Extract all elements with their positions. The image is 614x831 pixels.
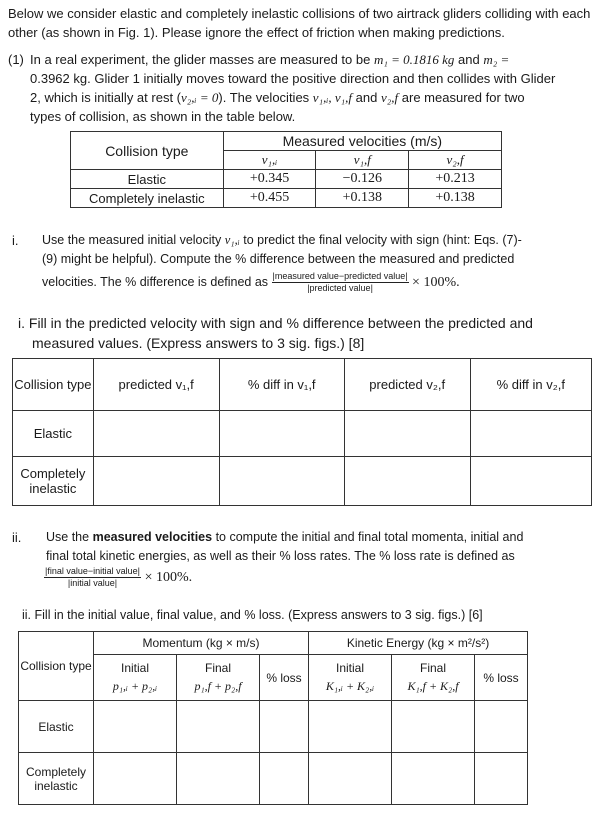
answer-cell[interactable] — [260, 753, 309, 805]
subheader-v2f: v₂,f — [409, 151, 502, 170]
table-row — [71, 189, 502, 208]
answer-cell[interactable] — [470, 411, 591, 457]
cell-value: +0.345 — [223, 170, 316, 189]
collision-type-header: Collision type — [19, 632, 94, 701]
predicted-v2f-header: predicted v₂,f — [344, 359, 470, 411]
diff-v2f-header: % diff in v₂,f — [470, 359, 591, 411]
row-type: Completely inelastic — [71, 189, 224, 208]
cell-value: +0.455 — [223, 189, 316, 208]
momentum-header: Momentum (kg × m/s) — [94, 632, 309, 655]
q1-paragraph: Use the measured initial velocity v₁,ᵢ to predict the final velocity with sign (hint: Eqs. (7)- (9) might be helpful). Compute the % difference between the measured and predicted velocities. The % difference is defined as $\frac{\text{|measured value−predicted value|}}{\text{|predicted value|}}$ × 100%. — [42, 233, 522, 293]
cell-value: +0.138 — [316, 189, 409, 208]
row-type: Completely inelastic — [19, 753, 94, 805]
answer-cell[interactable] — [93, 411, 219, 457]
answer-cell[interactable] — [470, 457, 591, 506]
energy-final-header: Final K₁,f + K₂,f — [392, 655, 475, 701]
measured-velocities-header: Measured velocities (m/s) — [223, 132, 501, 151]
q2-paragraph: Use the measured velocities to compute the initial and final total momenta, initial and final total kinetic energies, as well as their % loss rates. The % loss rate is defined as — [46, 530, 524, 563]
energy-header: Kinetic Energy (kg × m²/s²) — [309, 632, 528, 655]
cell-value: −0.126 — [316, 170, 409, 189]
part1-number: (1) — [8, 52, 24, 67]
row-type: Completely inelastic — [13, 457, 94, 506]
answer-cell[interactable] — [309, 701, 392, 753]
answer-cell[interactable] — [93, 457, 219, 506]
row-type: Elastic — [19, 701, 94, 753]
part1-line-3: 2, which is initially at rest (v₂,ᵢ = 0). The velocities v₁,ᵢ, v₁,f and v₂,f are measured for two — [30, 90, 525, 105]
prediction-table — [12, 358, 592, 506]
answer-cell[interactable] — [94, 701, 177, 753]
m2-label: m₂ = — [483, 52, 510, 67]
answer-cell[interactable] — [344, 411, 470, 457]
answer-cell[interactable] — [177, 701, 260, 753]
answer-cell[interactable] — [94, 753, 177, 805]
table-row — [71, 170, 502, 189]
table-row — [13, 411, 592, 457]
answer-cell[interactable] — [260, 701, 309, 753]
predicted-v1f-header: predicted v₁,f — [93, 359, 219, 411]
part1-line-4: types of collision, as shown in the table below. — [30, 109, 296, 124]
answer-cell[interactable] — [309, 753, 392, 805]
cell-value: +0.138 — [409, 189, 502, 208]
q2-fill-instructions: ii. Fill in the initial value, final value, and % loss. (Express answers to 3 sig. figs.) [6] — [22, 608, 483, 622]
answer-cell[interactable] — [219, 457, 344, 506]
row-type: Elastic — [71, 170, 224, 189]
answer-cell[interactable] — [177, 753, 260, 805]
answer-cell[interactable] — [475, 753, 528, 805]
momentum-initial-header: Initial p₁,ᵢ + p₂,ᵢ — [94, 655, 177, 701]
measured-velocities-table — [70, 131, 502, 208]
table-row — [19, 753, 528, 805]
intro-paragraph: Below we consider elastic and completely inelastic collisions of two airtrack gliders colliding with each other (as shown in Fig. 1). Please ignore the effect of friction when making predictions. — [8, 6, 591, 40]
momentum-final-header: Final p₁,f + p₂,f — [177, 655, 260, 701]
energy-initial-header: Initial K₁,ᵢ + K₂,ᵢ — [309, 655, 392, 701]
subheader-v1f: v₁,f — [316, 151, 409, 170]
table-row — [13, 457, 592, 506]
momentum-energy-table — [18, 631, 528, 805]
q1-fill-instructions: i. Fill in the predicted velocity with sign and % difference between the predicted and measured values. (Express answers to 3 sig. figs.) [8] — [18, 315, 533, 351]
momentum-loss-header: % loss — [260, 655, 309, 701]
diff-v1f-header: % diff in v₁,f — [219, 359, 344, 411]
answer-cell[interactable] — [392, 701, 475, 753]
q2-marker: ii. — [12, 530, 22, 545]
percent-diff-formula: $\frac{\text{|measured value−predicted value|}}{\text{|predicted value|}}$ — [272, 271, 408, 293]
answer-cell[interactable] — [344, 457, 470, 506]
collision-type-header: Collision type — [13, 359, 94, 411]
answer-cell[interactable] — [219, 411, 344, 457]
part1-line-2: 0.3962 kg. Glider 1 initially moves toward the positive direction and then collides with Glider — [30, 71, 556, 86]
loss-rate-formula: $\frac{\text{|final value−initial value|}}{\text{|initial value|}}$ × 100%. — [45, 566, 193, 588]
q1-marker: i. — [12, 233, 19, 248]
table-row — [19, 701, 528, 753]
energy-loss-header: % loss — [475, 655, 528, 701]
answer-cell[interactable] — [475, 701, 528, 753]
collision-type-header: Collision type — [71, 132, 224, 170]
subheader-v1i: v₁,ᵢ — [223, 151, 316, 170]
cell-value: +0.213 — [409, 170, 502, 189]
part1-paragraph — [30, 50, 610, 126]
row-type: Elastic — [13, 411, 94, 457]
m1-value: m₁ = 0.1816 kg — [373, 52, 455, 67]
part1-line-1: In a real experiment, the glider masses are measured to be m₁ = 0.1816 kg and m₂ = — [30, 52, 510, 67]
answer-cell[interactable] — [392, 753, 475, 805]
